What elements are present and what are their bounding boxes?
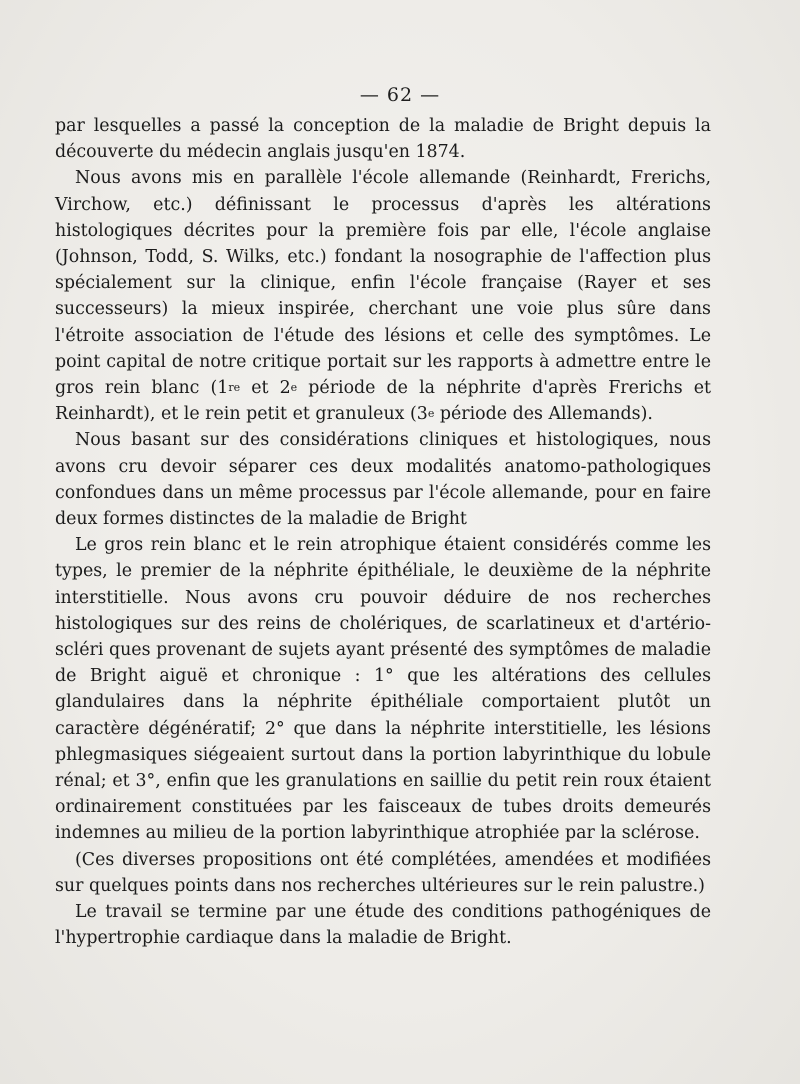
paragraph-text: et 2 (240, 378, 291, 399)
superscript: re (228, 381, 241, 395)
paragraph-text: par lesquelles a passé la conception de la maladie de Bright depuis la découverte du médecin anglais jusqu'en 1874. (55, 116, 711, 163)
paragraph-text: période de la néphrite d'après Frerichs et Reinhardt), et le rein petit et granuleux (3 (55, 378, 711, 425)
paragraph-text: Le travail se termine par une étude des conditions pathogéniques de l'hypertrophie cardiaque dans la maladie de Bright. (55, 902, 711, 949)
page-number: — 62 — (359, 84, 441, 106)
paragraph-text: (Ces diverses propositions ont été complétées, amendées et modifiées sur quelques points dans nos recherches ultérieures sur le rein palustre.) (55, 849, 711, 896)
paragraph-4 (55, 532, 711, 846)
paragraph-text: Nous avons mis en parallèle l'école allemande (Reinhardt, Frerichs, Virchow, etc.) définissant le processus d'après les altérations histologiques décrites pour la première fois par elle, l'école anglaise (Johnson, Todd, S. Wilks, etc.) fondant la nosographie de l'affection plus spécialement sur la clinique, enfin l'école française (Rayer et ses successeurs) la mieux inspirée, cherchant une voie plus sûre dans l'étroite association de l'étude des lésions et celle des symptômes. Le point capital de notre critique portait sur les rapports à admettre entre le gros rein blanc (1 (55, 168, 711, 399)
paragraph-3 (55, 427, 711, 532)
paragraph-text: Nous basant sur des considérations cliniques et histologiques, nous avons cru devoir séparer ces deux modalités anatomo-pathologiques confondues dans un même processus par l'école allemande, pour en faire deux formes distinctes de la maladie de Bright (55, 430, 711, 530)
paragraph-text: Le gros rein blanc et le rein atrophique étaient considérés comme les types, le premier de la néphrite épithéliale, le deuxième de la néphrite interstitielle. Nous avons cru pouvoir déduire de nos recherches histologiques sur des reins de cholériques, de scarlatineux et d'artério-scléri ques provenant de sujets ayant présenté des symptômes de maladie de Bright aiguë et chronique : 1° que les altérations des cellules glandulaires dans la néphrite épithéliale comportaient plutôt un caractère dégénératif; 2° que dans la néphrite interstitielle, les lésions phlegmasiques siégeaient surtout dans la portion labyrinthique du lobule rénal; et 3°, enfin que les granulations en saillie du petit rein roux étaient ordinairement constituées par les faisceaux de tubes droits demeurés indemnes au milieu de la portion labyrinthique atrophiée par la sclérose. (55, 535, 711, 844)
paragraph-text: période des Allemands). (434, 404, 653, 425)
body-text (55, 113, 711, 952)
paragraph-6 (55, 899, 711, 951)
superscript: e (427, 407, 435, 421)
paragraph-1 (55, 113, 711, 165)
superscript: e (290, 381, 298, 395)
paragraph-2 (55, 165, 711, 427)
paragraph-5 (55, 847, 711, 899)
